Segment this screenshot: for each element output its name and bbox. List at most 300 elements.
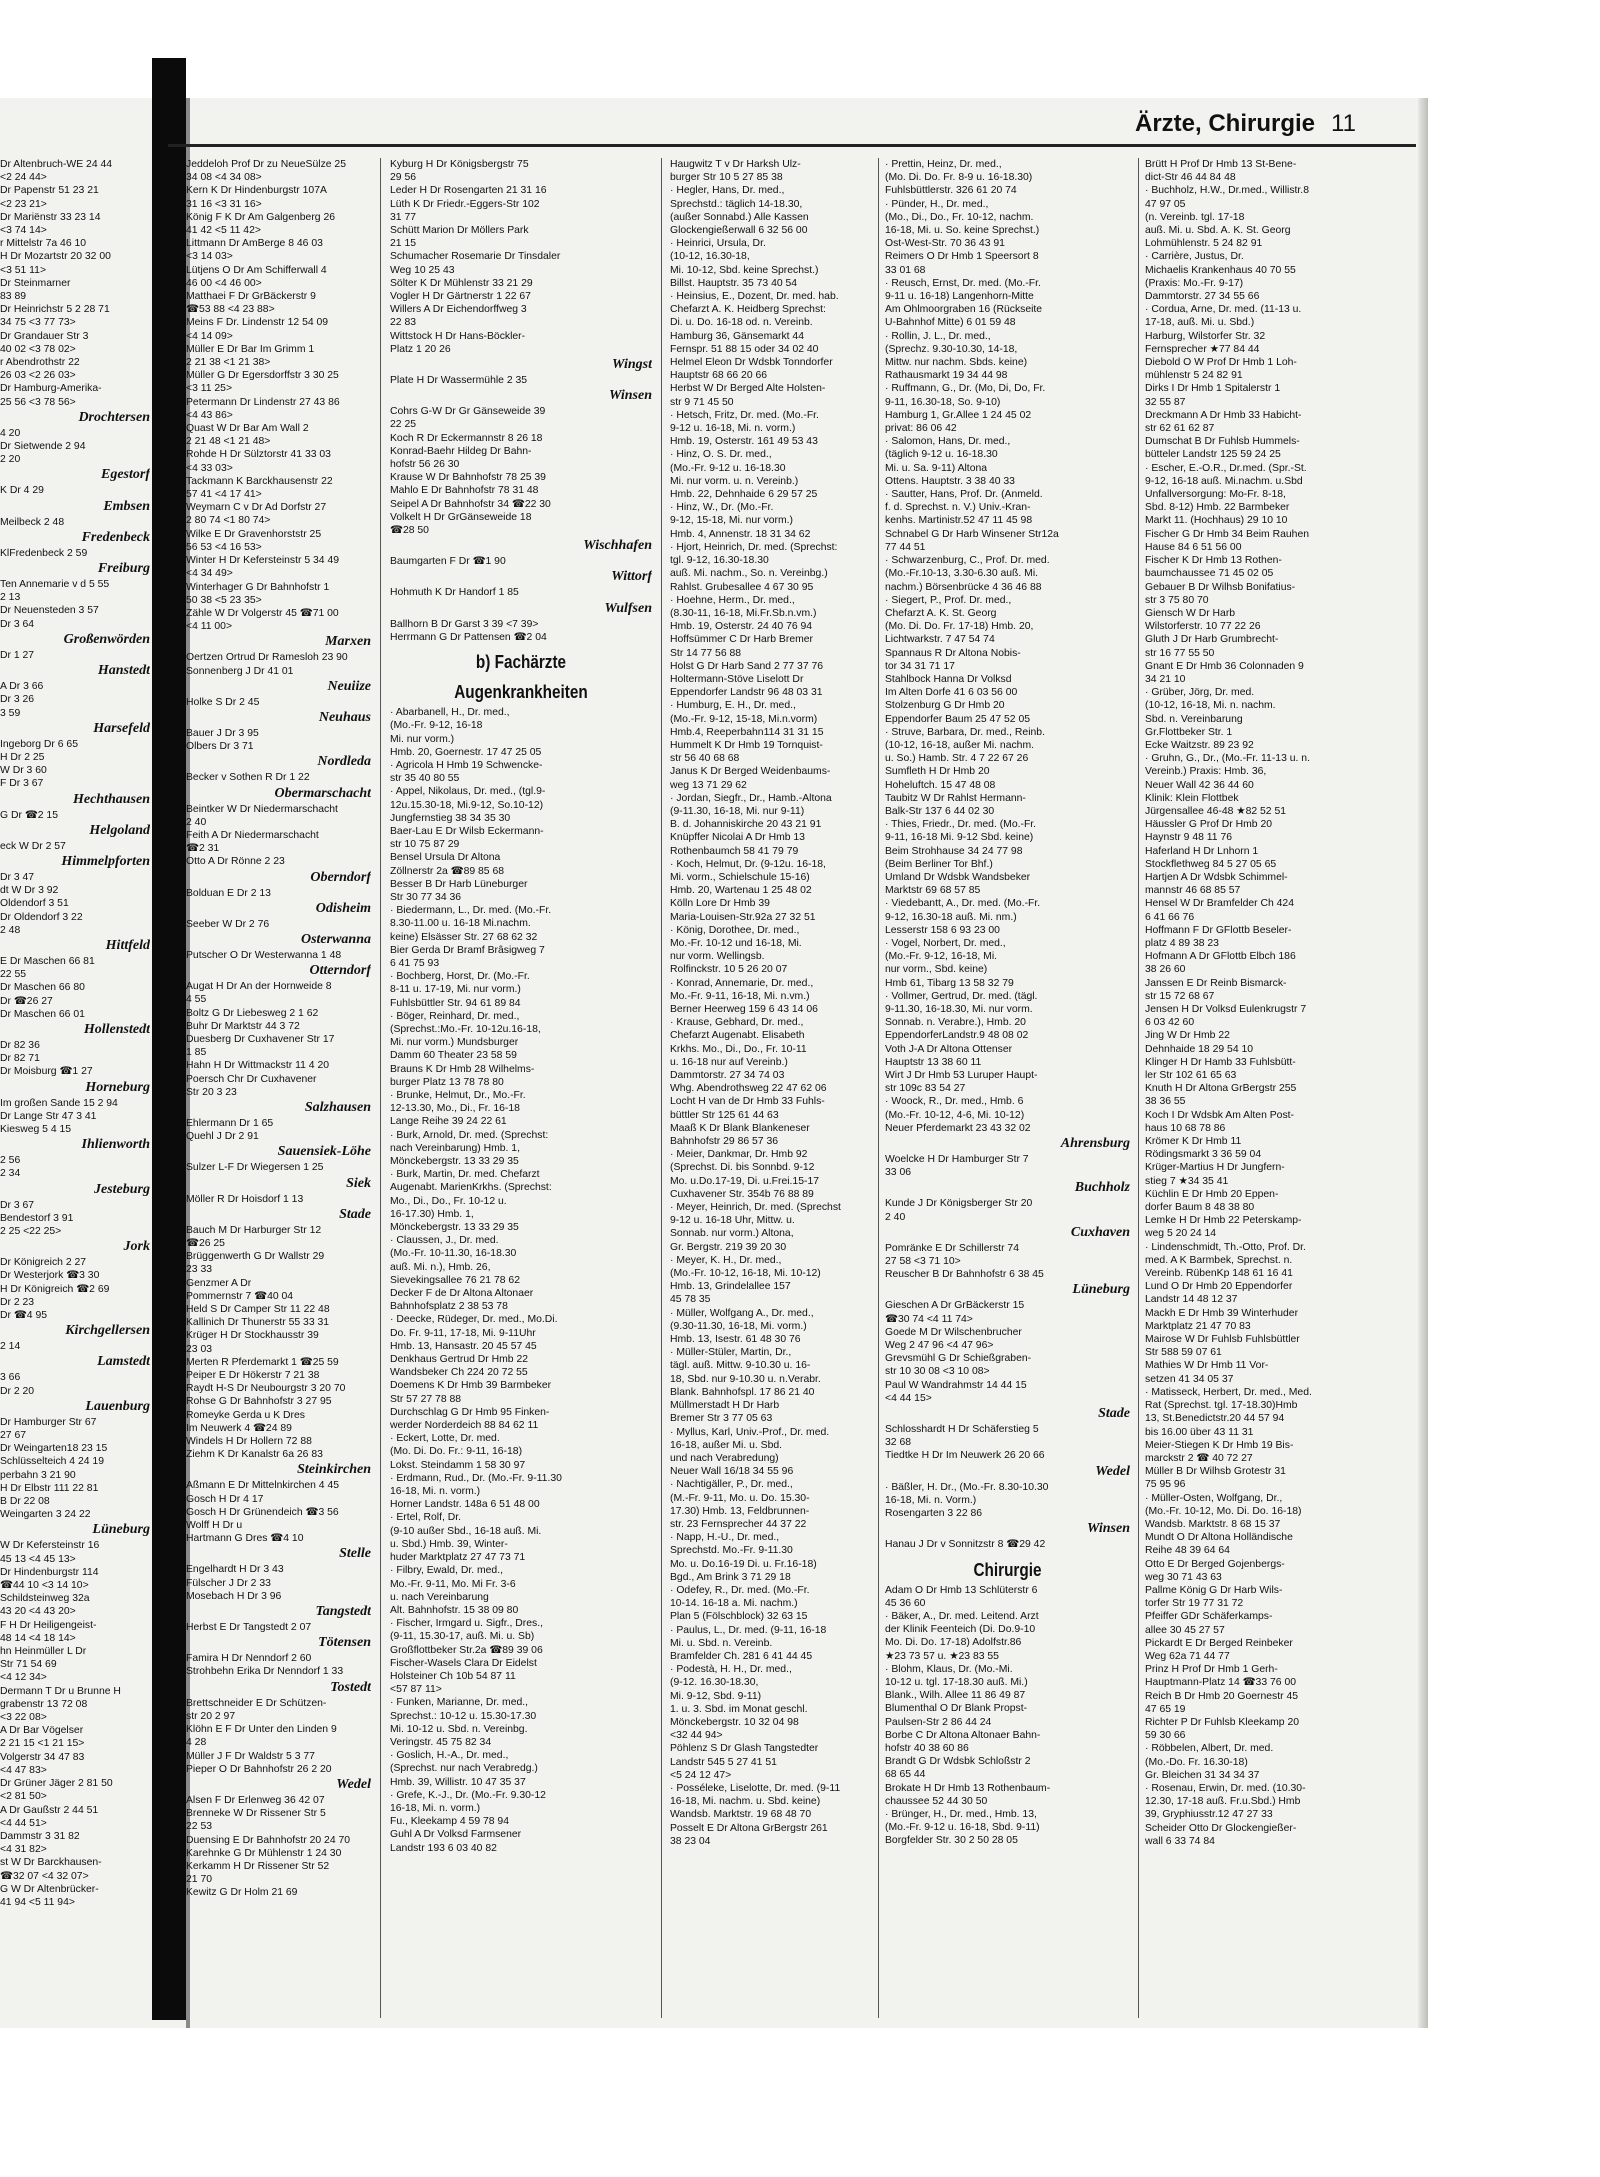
listing-line: Mackh E Dr Hmb 39 Winterhuder (1145, 1307, 1299, 1319)
town-heading: Ahrensburg (1060, 1136, 1130, 1152)
column-5 (885, 158, 1130, 2018)
listing-line: burger Str 10 5 27 85 38 (670, 172, 783, 184)
listing-line: (9.30-11.30, 16-18, Mi. vorm.) (670, 1320, 807, 1332)
listing-line: 46 00 <4 46 00> (186, 277, 262, 289)
listing-line: Tackmann K Barckhausenstr 22 (186, 475, 333, 487)
listing-line: 47 97 05 (1145, 198, 1186, 210)
listing-line: · Myllus, Karl, Univ.-Prof., Dr. med. (670, 1426, 830, 1438)
listing-line: 77 44 51 (885, 541, 926, 553)
listing-line: 6 03 42 60 (1145, 1017, 1195, 1029)
listing-line: Dr 3 26 (0, 694, 35, 706)
listing-line: · Jordan, Siegfr., Dr., Hamb.-Altona (670, 792, 832, 804)
listing-line: Jing W Dr Hmb 22 (1145, 1030, 1230, 1042)
listing-line: Buhr Dr Marktstr 44 3 72 (186, 1020, 300, 1032)
listing-line: Holsteiner Ch 10b 54 87 11 (390, 1670, 516, 1682)
listing-line: tgl. 9-12, 16.30-18.30 (670, 555, 769, 567)
listing-line: auß. Mi. n.), Hmb. 26, (390, 1261, 491, 1273)
listing-line: · Hinz, W., Dr. (Mo.-Fr. (670, 502, 774, 514)
listing-line: 8.30-11.00 u. 16-18 Mi.nachm. (390, 918, 531, 930)
listing-line: Schlüsselteich 4 24 19 (0, 1456, 104, 1468)
listing-line: 10-12 u. tgl. 17-18.30 auß. Mi.) (885, 1676, 1028, 1688)
listing-line: Baumgarten F Dr ☎1 90 (390, 556, 506, 568)
listing-line: Haugwitz T v Dr Harksh Ulz- (670, 159, 801, 170)
listing-line: Dr Grandauer Str 3 (0, 330, 89, 342)
listing-line: ☎53 88 <4 23 88> (186, 304, 275, 316)
listing-line: 9-12, 15-18, Mi. nur vorm.) (670, 515, 793, 527)
listing-line: Klöhn E F Dr Unter den Linden 9 (186, 1724, 337, 1736)
listing-line: 9-12, 16-18 auß. Mi.nachm. u.Sbd (1145, 475, 1303, 487)
listing-line: Dammtorstr. 27 34 74 03 (670, 1070, 785, 1082)
listing-line: · Filbry, Ewald, Dr. med., (390, 1565, 503, 1577)
listing-line: Haferland H Dr Lnhorn 1 (1145, 845, 1259, 857)
listing-line: · Grefe, K.-J., Dr. (Mo.-Fr. 9.30-12 (390, 1789, 546, 1801)
header-rule (168, 144, 1416, 147)
listing-line: tägl. auß. Mittw. 9-10.30 u. 16- (670, 1360, 811, 1372)
listing-line: Hoheluftch. 15 47 48 08 (885, 779, 996, 791)
listing-line: ler Str 102 61 65 63 (1145, 1070, 1237, 1082)
listing-line: 32 68 (885, 1437, 912, 1449)
town-heading: Harsefeld (93, 720, 150, 736)
listing-line: · Müller, Wolfgang A., Dr. med., (670, 1307, 814, 1319)
listing-line: Fischer G Dr Hmb 34 Beim Rauhen (1145, 528, 1309, 540)
listing-line: (10-12, 16-18, Mi. n. nachm. (1145, 700, 1276, 712)
listing-line: · Gruhn, G., Dr., (Mo.-Fr. 11-13 u. n. (1145, 753, 1310, 765)
listing-line: Hauptstr 13 38 60 11 (885, 1056, 982, 1068)
listing-line: Jürgensallee 46-48 ★82 52 51 (1145, 805, 1287, 817)
town-heading: Hittfeld (105, 937, 150, 953)
listing-line: Borgfelder Str. 30 2 50 28 05 (885, 1835, 1018, 1847)
listing-line: Seeber W Dr 2 76 (186, 918, 270, 930)
listing-line: (außer Sonnabd.) Alle Kassen (670, 211, 809, 223)
listing-line: 16-18, Mi. n. vorm.) (390, 1802, 481, 1814)
page-edge (1418, 98, 1428, 2028)
listing-line: 59 30 66 (1145, 1730, 1186, 1742)
listing-line: str 35 40 80 55 (390, 773, 460, 785)
listing-line: Wittstock H Dr Hans-Böckler- (390, 330, 526, 342)
listing-line: Brenneke W Dr Rissener Str 5 (186, 1808, 326, 1820)
town-heading: Marxen (325, 634, 371, 650)
listing-line: Lange Reihe 39 24 22 61 (390, 1116, 507, 1128)
listing-line: Gluth J Dr Harb Grumbrecht- (1145, 634, 1279, 646)
listing-line: Bauer J Dr 3 95 (186, 727, 259, 739)
listing-line: Dr Moisburg ☎1 27 (0, 1066, 93, 1078)
listing-line: <32 44 94> (670, 1730, 723, 1742)
listing-line: Fernsprecher ★77 84 44 (1145, 343, 1260, 355)
listing-line: Richter P Dr Fuhlsb Kleekamp 20 (1145, 1716, 1300, 1728)
listing-line: Hensel W Dr Bramfelder Ch 424 (1145, 898, 1294, 910)
listing-line: 9-11, 16.30-18, So. 9-10) (885, 396, 1001, 408)
listing-line: Sprechstd.: täglich 14-18.30, (670, 198, 803, 210)
listing-line: Engelhardt H Dr 3 43 (186, 1564, 284, 1576)
listing-line: Zähle W Dr Volgerstr 45 ☎71 00 (186, 607, 339, 619)
listing-line: Krüger H Dr Stockhausstr 39 (186, 1330, 319, 1342)
listing-line: 41 94 <5 11 94> (0, 1896, 75, 1908)
listing-line: Bramfelder Ch. 281 6 41 44 45 (670, 1650, 813, 1662)
listing-line: <4 34 49> (186, 568, 233, 580)
listing-line: Vogler H Dr Gärtnerstr 1 22 67 (390, 291, 531, 303)
listing-line: 39, Gryphiusstr.12 47 27 33 (1145, 1809, 1273, 1821)
town-heading: Buchholz (1074, 1180, 1130, 1196)
listing-line: Im Alten Dorfe 41 6 03 56 00 (885, 687, 1018, 699)
listing-line: · Konrad, Annemarie, Dr. med., (670, 977, 814, 989)
listing-line: Dumschat B Dr Fuhlsb Hummels- (1145, 436, 1300, 448)
listing-line: Diebold O W Prof Dr Hmb 1 Loh- (1145, 357, 1297, 369)
listing-line: Augat H Dr An der Hornweide 8 (186, 981, 332, 993)
listing-line: Janssen E Dr Reinb Bismarck- (1145, 977, 1287, 989)
listing-line: 16-18, Mi. n. vorm.) (390, 1486, 481, 1498)
listing-line: Rohde H Dr Sülztorstr 41 33 03 (186, 449, 331, 461)
listing-line: ☎44 10 <3 14 10> (0, 1580, 89, 1592)
town-heading: Stade (1098, 1406, 1130, 1422)
listing-line: 41 42 <5 11 42> (186, 225, 261, 237)
listing-line: Beintker W Dr Niedermarschacht (186, 803, 338, 815)
listing-line: Müllmerstadt H Dr Harb (670, 1400, 780, 1412)
listing-line: Brettschneider E Dr Schützen- (186, 1697, 327, 1709)
town-heading: Drochtersen (78, 409, 150, 425)
town-heading: Obermarschacht (274, 785, 371, 801)
listing-line: Brüggenwerth G Dr Wallstr 29 (186, 1251, 325, 1263)
listing-line: Oldendorf 3 51 (0, 898, 69, 910)
town-heading: Tötensen (318, 1635, 371, 1651)
listing-line: grabenstr 13 72 08 (0, 1698, 88, 1710)
listing-line: Borbe C Dr Altona Altonaer Bahn- (885, 1729, 1041, 1741)
listing-line: (8.30-11, 16-18, Mi.Fr.Sb.n.vm.) (670, 607, 817, 619)
listing-line: Sbd. n. Vereinbarung (1145, 713, 1243, 725)
listing-line: Krause W Dr Bahnhofstr 78 25 39 (390, 472, 546, 484)
listing-line: Decker F de Dr Altona Altonaer (390, 1288, 534, 1300)
listing-line: · Viedebantt, A., Dr. med. (Mo.-Fr. (885, 898, 1041, 910)
listing-line: Windels H Dr Hollern 72 88 (186, 1436, 312, 1448)
listing-line: Besser B Dr Harb Lüneburger (390, 878, 528, 890)
town-heading: Stelle (339, 1546, 371, 1562)
listing-line: Reich B Dr Hmb 20 Goernestr 45 (1145, 1690, 1299, 1702)
listing-line: Mo.-Fr. 10-12 und 16-18, Mi. (670, 937, 802, 949)
listing-line: u. nach Vereinbarung (390, 1591, 489, 1603)
listing-line: Paulsen-Str 2 86 44 24 (885, 1716, 992, 1728)
listing-line: <2 81 50> (0, 1791, 47, 1803)
listing-line: 25 56 <3 78 56> (0, 396, 76, 408)
listing-line: Poersch Chr Dr Cuxhavener (186, 1073, 317, 1085)
listing-line: (Mo.-Fr. 9-12 u. 16-18, Sbd. 9-11) (885, 1822, 1040, 1834)
listing-line: Hause 84 6 51 56 00 (1145, 541, 1242, 553)
listing-line: Wilstorferstr. 10 77 22 26 (1145, 621, 1261, 633)
listing-line: 1. u. 3. Sbd. im Monat geschl. (670, 1703, 808, 1715)
listing-line: platz 4 89 38 23 (1145, 937, 1219, 949)
column-1 (0, 158, 150, 2018)
column-2 (186, 158, 371, 2018)
listing-line: Gebauer B Dr Wilhsb Bonifatius- (1145, 581, 1296, 593)
listing-line: setzen 41 34 05 37 (1145, 1373, 1234, 1385)
section-heading: b) Fachärzte (475, 652, 567, 673)
listing-line: Veringstr. 45 75 82 34 (390, 1736, 492, 1748)
listing-line: H Dr Mozartstr 20 32 00 (0, 251, 111, 263)
listing-line: Doemens K Dr Hmb 39 Barmbeker (390, 1380, 552, 1392)
listing-line: Str 14 77 56 88 (670, 647, 742, 659)
listing-line: Bgd., Am Brink 3 71 29 18 (670, 1571, 791, 1583)
listing-line: auß. Mi. nachm., So. n. Vereinbg.) (670, 568, 828, 580)
listing-line: bis 16.00 über 43 11 31 (1145, 1426, 1254, 1438)
listing-line: Blank., Wilh. Allee 11 86 49 87 (885, 1690, 1026, 1702)
column-4 (670, 158, 872, 2018)
listing-line: Dr Königreich 2 27 (0, 1257, 87, 1269)
listing-line: Sprechstd. Mo.-Fr. 9-11.30 (670, 1545, 793, 1557)
listing-line: und nach Verabredung) (670, 1452, 779, 1464)
listing-line: (Sprechst.:Mo.-Fr. 10-12u.16-18, (390, 1023, 541, 1035)
listing-line: 2 56 (0, 1155, 21, 1167)
listing-line: Str 20 3 23 (186, 1086, 237, 1098)
listing-line: Kewitz G Dr Holm 21 69 (186, 1887, 298, 1899)
listing-line: · Napp, H.-U., Dr. med., (670, 1532, 780, 1544)
listing-line: 38 26 60 (1145, 964, 1186, 976)
listing-line: Knüpffer Nicolai A Dr Hmb 13 (670, 832, 805, 844)
listing-line: Scheider Otto Dr Glockengießer- (1145, 1822, 1297, 1834)
listing-line: Mi. nur vorm.) Mundsburger (390, 1037, 519, 1049)
listing-line: Ballhorn B Dr Garst 3 39 <7 39> (390, 618, 539, 630)
listing-line: Landstr 14 48 12 37 (1145, 1294, 1238, 1306)
listing-line: Quehl J Dr 2 91 (186, 1131, 259, 1143)
town-heading: Hechthausen (72, 791, 150, 807)
listing-line: · Pünder, H., Dr. med., (885, 198, 989, 210)
listing-line: Vereinb. RübenKp 148 61 16 41 (1145, 1268, 1293, 1280)
listing-line: Meier-Stiegen K Dr Hmb 19 Bis- (1145, 1439, 1294, 1451)
listing-line: · Ruffmann, G., Dr. (Mo, Di, Do, Fr. (885, 383, 1046, 395)
listing-line: Mi. u. Sa. 9-11) Altona (885, 462, 988, 474)
listing-line: Sulzer L-F Dr Wiegersen 1 25 (186, 1162, 324, 1174)
listing-line: Sonnenberg J Dr 41 01 (186, 665, 294, 677)
listing-line: Fuhlsbüttler Str. 94 61 89 84 (390, 997, 521, 1009)
town-heading: Tostedt (330, 1679, 371, 1695)
listing-line: Pieper O Dr Bahnhofstr 26 2 20 (186, 1763, 332, 1775)
listing-line: König F K Dr Am Galgenberg 26 (186, 211, 336, 223)
listing-line: Peiper E Dr Hökerstr 7 21 38 (186, 1370, 320, 1382)
listing-line: <3 11 25> (186, 383, 233, 395)
listing-line: · Nachtigäller, P., Dr. med., (670, 1479, 793, 1491)
listing-line: ☎32 07 <4 32 07> (0, 1870, 89, 1882)
listing-line: Sonnab. n. Verabre.), Hmb. 20 (885, 1017, 1026, 1029)
listing-line: Pomränke E Dr Schillerstr 74 (885, 1242, 1019, 1254)
listing-line: str 10 30 08 <3 10 08> (885, 1366, 990, 1378)
listing-line: · Agricola H Hmb 19 Schwencke- (390, 759, 543, 771)
listing-line: Hauptmann-Platz 14 ☎33 76 00 (1145, 1677, 1296, 1689)
listing-line: Giensch W Dr Harb (1145, 607, 1236, 619)
listing-line: Gnant E Dr Hmb 36 Colonnaden 9 (1145, 660, 1304, 672)
section-heading: Augenkrankheiten (454, 682, 588, 703)
listing-line: 56 53 <4 16 53> (186, 541, 262, 553)
listing-line: Schnabel G Dr Harb Winsener Str12a (885, 528, 1059, 540)
listing-line: 27 67 (0, 1430, 27, 1442)
listing-line: Dr 1 27 (0, 649, 35, 661)
listing-line: Rödingsmarkt 3 36 59 04 (1145, 1149, 1262, 1161)
town-heading: Großenwörden (63, 631, 150, 647)
listing-line: 47 65 19 (1145, 1703, 1186, 1715)
listing-line: auß. Mi. u. Sbd. A. K. St. Georg (1145, 225, 1291, 237)
book-spine (152, 58, 186, 2020)
listing-line: Lokst. Steindamm 1 58 30 97 (390, 1459, 526, 1471)
listing-line: Lichtwarkstr. 7 47 54 74 (885, 634, 995, 646)
listing-line: Ten Annemarie v d 5 55 (0, 579, 110, 591)
listing-line: weg 13 71 29 62 (670, 779, 747, 791)
listing-line: werder Norderdeich 88 84 62 11 (390, 1420, 539, 1432)
listing-line: Helmel Eleon Dr Wdsbk Tonndorfer (670, 357, 833, 369)
listing-line: Matthaei F Dr GrBäckerstr 9 (186, 291, 316, 303)
town-heading: Siek (346, 1175, 371, 1191)
listing-line: Mundt O Dr Altona Holländische (1145, 1532, 1293, 1544)
listing-line: · Grüber, Jörg, Dr. med. (1145, 687, 1255, 699)
town-heading: Oberndorf (310, 869, 371, 885)
town-heading: Kirchgellersen (65, 1323, 150, 1339)
listing-line: · Salomon, Hans, Dr. med., (885, 436, 1011, 448)
listing-line: Mosebach H Dr 3 96 (186, 1590, 282, 1602)
listing-line: Rahlst. Grubesallee 4 67 30 95 (670, 581, 814, 593)
listing-line: Rolfinckstr. 10 5 26 20 07 (670, 964, 788, 976)
listing-line: torfer Str 19 77 31 72 (1145, 1598, 1244, 1610)
listing-line: Neuer Pferdemarkt 23 43 32 02 (885, 1122, 1031, 1134)
listing-line: Schumacher Rosemarie Dr Tinsdaler (390, 251, 561, 263)
listing-line: Fernspr. 51 88 15 oder 34 02 40 (670, 343, 819, 355)
listing-line: Romeyke Gerda u K Dres (186, 1409, 305, 1421)
listing-line: Billst. Hauptstr. 35 73 40 54 (670, 277, 798, 289)
listing-line: · Hegler, Hans, Dr. med., (670, 185, 785, 197)
listing-line: (9-11, 15.30-17, auß. Mi. u. Sb) (390, 1631, 535, 1643)
listing-line: 2 48 (0, 924, 21, 936)
listing-line: Dirks I Dr Hmb 1 Spitalerstr 1 (1145, 383, 1281, 395)
listing-line: Hanau J Dr v Sonnitzstr 8 ☎29 42 (885, 1539, 1046, 1551)
listing-line: Guhl A Dr Volksd Farmsener (390, 1829, 522, 1841)
listing-line: U-Bahnhof Mitte) 6 01 59 48 (885, 317, 1016, 329)
listing-line: Mo., Di., Do., Fr. 10-12 u. (390, 1195, 507, 1207)
listing-line: Weymarn C v Dr Ad Dorfstr 27 (186, 502, 327, 514)
listing-line: Vereinb.) Praxis: Hmb. 36, (1145, 766, 1267, 778)
town-heading: Winsen (1086, 1521, 1130, 1537)
listing-line: G W Dr Altenbrücker- (0, 1883, 99, 1895)
listing-line: · Claussen, J., Dr. med. (390, 1235, 499, 1247)
listing-line: · Biedermann, L., Dr. med. (Mo.-Fr. (390, 905, 552, 917)
listing-line: Pfeiffer GDr Schäferkamps- (1145, 1611, 1273, 1623)
listing-line: Mönckebergstr. 13 33 29 35 (390, 1156, 519, 1167)
listing-line: Möller R Dr Hoisdorf 1 13 (186, 1193, 304, 1205)
listing-line: str 20 2 97 (186, 1710, 236, 1722)
listing-line: · Koch, Helmut, Dr. (9-12u. 16-18, (670, 858, 826, 870)
listing-line: 17.30) Hmb. 13, Feldbrunnen- (670, 1505, 810, 1517)
listing-line: Konrad-Baehr Hildeg Dr Bahn- (390, 445, 532, 457)
listing-line: Cohrs G-W Dr Gr Gänseweide 39 (390, 406, 546, 418)
listing-line: str 56 40 68 68 (670, 753, 740, 765)
listing-line: Otto E Dr Berged Gojenbergs- (1145, 1558, 1285, 1570)
listing-line: Lund O Dr Hmb 20 Eppendorfer (1145, 1281, 1293, 1293)
listing-line: Gr.Flottbeker Str. 1 (1145, 726, 1233, 738)
listing-line: Adam O Dr Hmb 13 Schlüterstr 6 (885, 1584, 1038, 1596)
listing-line: Bauch M Dr Harburger Str 12 (186, 1224, 322, 1236)
listing-line: Dr Oldendorf 3 22 (0, 911, 83, 923)
listing-line: · Sautter, Hans, Prof. Dr. (Anmeld. (885, 489, 1043, 501)
listing-line: Sievekingsallee 76 21 78 62 (390, 1274, 520, 1286)
listing-line: · Reusch, Ernst, Dr. med. (Mo.-Fr. (885, 277, 1041, 289)
column-6 (1145, 158, 1415, 2018)
listing-line: Stahlbock Hanna Dr Volksd (885, 673, 1012, 685)
listing-line: 16-18, Mi. u. So. keine Sprechst.) (885, 225, 1040, 237)
listing-line: Becker v Sothen R Dr 1 22 (186, 772, 310, 784)
listing-line: Mi. nur vorm. u. n. Vereinb.) (670, 475, 799, 487)
listing-line: 16-17.30) Hmb. 1, (390, 1208, 474, 1220)
listing-line: · Bäker, A., Dr. med. Leitend. Arzt (885, 1610, 1039, 1622)
listing-line: Brandt G Dr Wdsbk Schloßstr 2 (885, 1756, 1031, 1768)
listing-line: str 10 75 87 29 (390, 839, 460, 851)
listing-line: chaussee 52 44 30 50 (885, 1795, 988, 1807)
listing-line: Hoffmann F Dr GFlottb Beseler- (1145, 924, 1292, 936)
listing-line: ☎2 31 (186, 843, 220, 855)
listing-line: 83 89 (0, 291, 27, 303)
listing-line: B. d. Johanniskirche 20 43 21 91 (670, 819, 822, 831)
listing-line: Lütjens O Dr Am Schifferwall 4 (186, 264, 327, 276)
listing-line: Rothenbaumch 58 41 79 79 (670, 845, 799, 857)
listing-line: 29 56 (390, 172, 417, 184)
listing-line: tor 34 31 71 17 (885, 660, 955, 672)
listing-line: dorfer Baum 8 48 38 80 (1145, 1202, 1255, 1214)
town-heading: Wingst (612, 357, 652, 373)
listing-line: Hmb. 22, Dehnhaide 6 29 57 25 (670, 489, 818, 501)
listing-line: Hahn H Dr Wittmackstr 11 4 20 (186, 1060, 330, 1072)
listing-line: str 9 71 45 50 (670, 396, 734, 408)
listing-line: Feith A Dr Niedermarschacht (186, 829, 319, 841)
town-heading: Tangstedt (315, 1604, 371, 1620)
listing-line: (Mo. Di. Do. Fr.: 9-11, 16-18) (390, 1446, 523, 1458)
listing-line: Denkhaus Gertrud Dr Hmb 22 (390, 1354, 529, 1366)
listing-line: Damm 60 Theater 23 58 59 (390, 1050, 517, 1062)
listing-line: (Sprechz. 9.30-10.30, 14-18, (885, 343, 1018, 355)
listing-line: Glockengießerwall 6 32 56 00 (670, 225, 808, 237)
listing-line: Hmb. 20, Wartenau 1 25 48 02 (670, 885, 812, 897)
listing-line: Dr Grüner Jäger 2 81 50 (0, 1778, 113, 1790)
listing-line: 16-18, außer Mi. u. Sbd. (670, 1439, 783, 1451)
listing-line: ☎30 74 <4 11 74> (885, 1313, 973, 1325)
listing-line: E Dr Maschen 66 81 (0, 955, 95, 967)
listing-line: · Müller-Osten, Wolfgang, Dr., (1145, 1492, 1283, 1504)
listing-line: Wolff H Dr u (186, 1520, 243, 1532)
listing-line: Ecke Waitzstr. 89 23 92 (1145, 739, 1254, 751)
listing-line: nur vorm., Sbd. keine) (885, 964, 988, 976)
listing-line: 9-11 u. 16-18) Langenhorn-Mitte (885, 291, 1034, 303)
listing-line: Lüth K Dr Friedr.-Eggers-Str 102 (390, 198, 540, 210)
listing-line: Landstr 545 5 27 41 51 (670, 1756, 777, 1768)
listing-line: Reuscher B Dr Bahnhofstr 6 38 45 (885, 1269, 1044, 1281)
listing-line: Mönckebergstr. 10 32 04 98 (670, 1716, 799, 1728)
listing-line: · Meyer, Heinrich, Dr. med. (Sprechst (670, 1202, 841, 1214)
listing-line: 31 77 (390, 211, 417, 223)
listing-line: Volkelt H Dr GrGänseweide 18 (390, 511, 532, 523)
listing-line: mannstr 46 68 85 57 (1145, 885, 1241, 897)
listing-line: · Heinsius, E., Dozent, Dr. med. hab. (670, 291, 839, 303)
listing-line: Genzmer A Dr (186, 1277, 252, 1289)
listing-line: weg 5 20 24 14 (1145, 1228, 1217, 1240)
listing-line: Mittw. nur nachm. Sbds. keine) (885, 357, 1028, 369)
listing-line: Umland Dr Wdsbk Wandsbeker (885, 871, 1031, 883)
listing-line: Stolzenburg G Dr Hmb 20 (885, 700, 1005, 712)
listing-line: 26 03 <2 26 03> (0, 370, 76, 382)
listing-line: Hummelt K Dr Hmb 19 Tornquist- (670, 739, 823, 751)
listing-line: Holke S Dr 2 45 (186, 696, 260, 708)
listing-line: 2 40 (885, 1211, 906, 1223)
listing-line: B Dr 22 08 (0, 1496, 50, 1508)
listing-line: keine) Elsässer Str. 27 68 62 32 (390, 931, 538, 943)
listing-line: · Buchholz, H.W., Dr.med., Willistr.8 (1145, 185, 1309, 197)
listing-line: Tiedtke H Dr Im Neuwerk 26 20 66 (885, 1450, 1045, 1462)
listing-line: 2 40 (186, 816, 207, 828)
town-heading: Lamstedt (97, 1354, 150, 1370)
listing-line: str 62 61 62 87 (1145, 423, 1215, 435)
listing-line: Stockflethweg 84 5 27 05 65 (1145, 858, 1277, 870)
listing-line: Gr. Bergstr. 219 39 20 30 (670, 1241, 787, 1253)
listing-line: Winter H Dr Kefersteinstr 5 34 49 (186, 555, 340, 567)
